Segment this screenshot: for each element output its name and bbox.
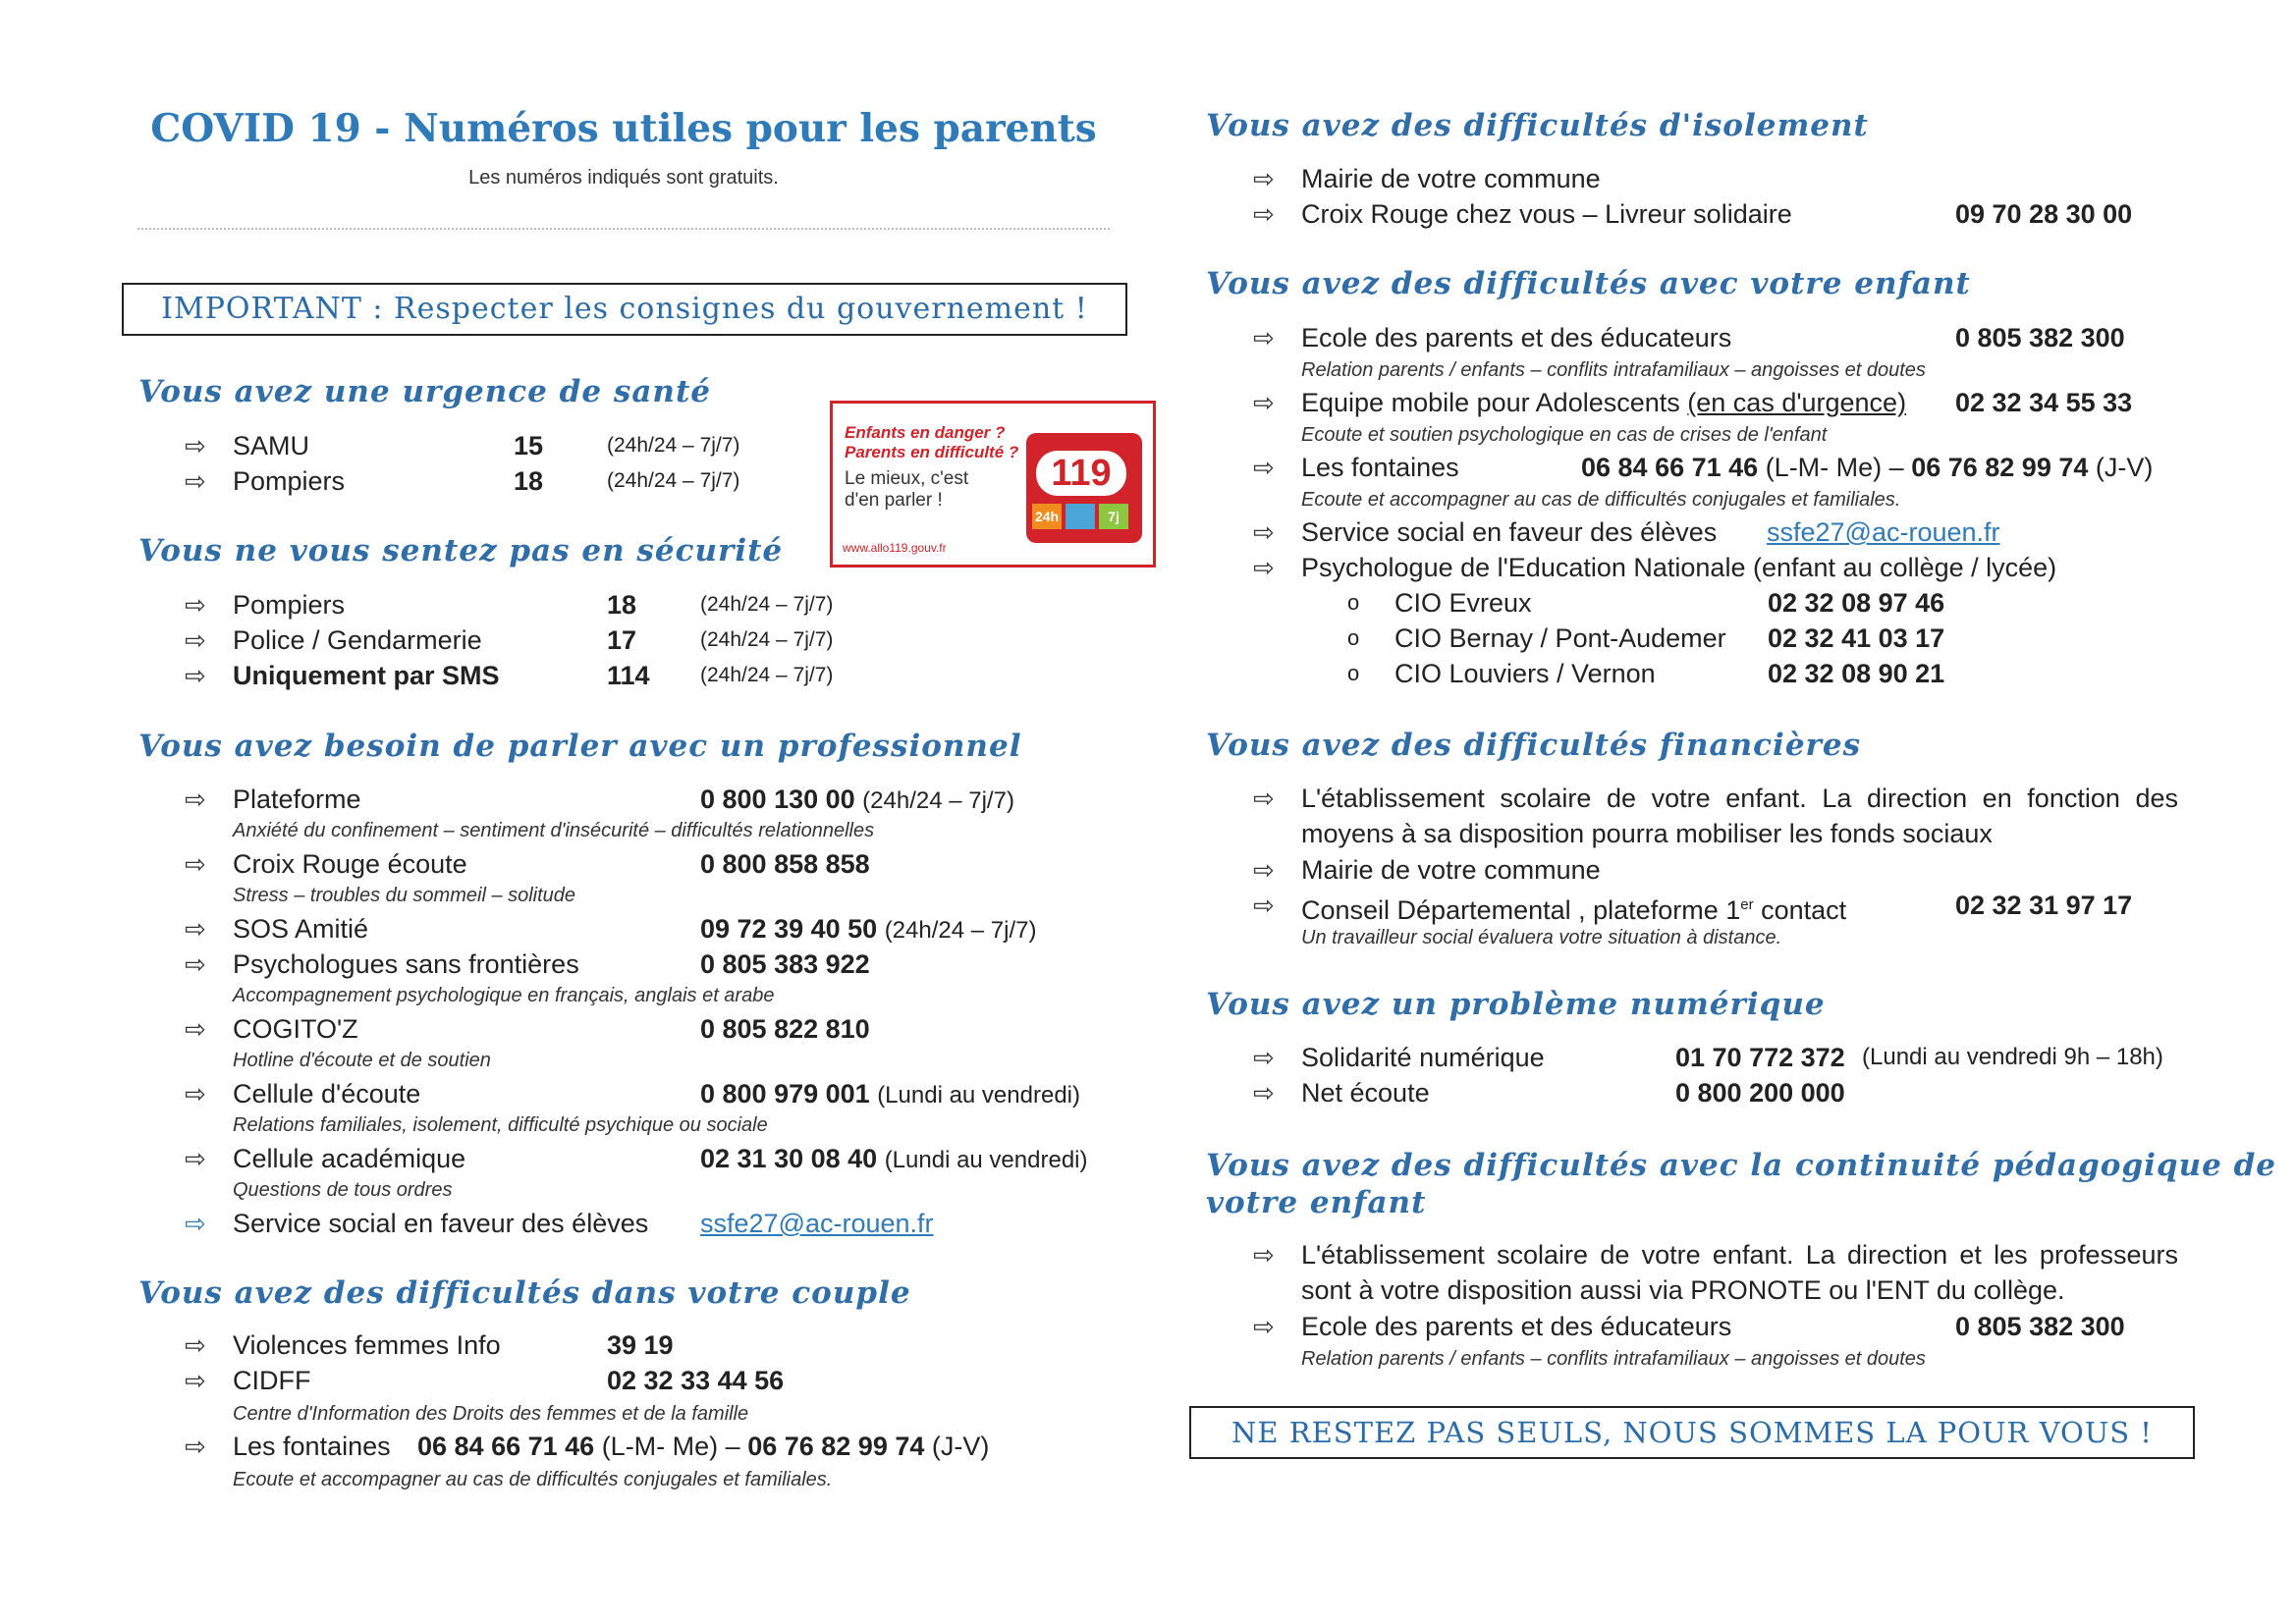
circle-bullet-icon: o [1347,590,1360,615]
list-item: ⇨ SOS Amitié 09 72 39 40 50 (24h/24 – 7j/7) [185,911,1068,947]
heading-pedagogique: Vous avez des difficultés avec la continuité pédagogique de [1206,1148,2277,1183]
heading-enfant: Vous avez des difficultés avec votre enfant [1206,266,1971,301]
list-item: ⇨ Uniquement par SMS 114 (24h/24 – 7j/7) [185,658,970,693]
phone-icon [1026,433,1142,543]
heading-urgence: Vous avez une urgence de santé [138,374,711,409]
ad-text: Le mieux, c'est d'en parler ! [845,468,969,511]
list-item: ⇨ SAMU 15 (24h/24 – 7j/7) [185,428,813,463]
email-link[interactable]: ssfe27@ac-rouen.fr [700,1209,934,1238]
email-link[interactable]: ssfe27@ac-rouen.fr [1767,517,2000,547]
list-item: ⇨ L'établissement scolaire de votre enfant. La direction et les professeurs sont à votre disposition aussi via PRONOTE ou l'ENT du collège. [1253,1237,2196,1308]
arrow-icon: ⇨ [185,1144,206,1173]
list-item: ⇨ Service social en faveur des élèves ssfe27@ac-rouen.fr [1253,514,2196,550]
arrow-icon: ⇨ [1253,1240,1275,1270]
page-subtitle: Les numéros indiqués sont gratuits. [468,167,779,189]
arrow-icon: ⇨ [1253,323,1275,352]
list-item: ⇨ L'établissement scolaire de votre enfant. La direction en fonction des moyens à sa disposition pourra mobiliser les fonds sociaux [1253,781,2196,851]
heading-securite: Vous ne vous sentez pas en sécurité [138,533,784,568]
item-note: Un travailleur social évaluera votre situation à distance. [1301,927,1782,948]
list-item: o CIO Evreux 02 32 08 97 46 [1347,585,2133,621]
list-item: ⇨ Net écoute 0 800 200 000 [1253,1075,2196,1110]
list-item: ⇨ Les fontaines 06 84 66 71 46 (L-M- Me) – 06 76 82 99 74 (J-V) [185,1429,1068,1464]
heading-numerique: Vous avez un problème numérique [1206,987,1826,1022]
list-item: ⇨ Conseil Départemental , plateforme 1er contact 02 32 31 97 17 [1253,888,2196,923]
list-item: o CIO Louviers / Vernon 02 32 08 90 21 [1347,656,2133,691]
item-note: Relation parents / enfants – conflits intrafamiliaux – angoisses et doutes [1301,359,1926,381]
list-item: ⇨ Psychologue de l'Education Nationale (enfant au collège / lycée) [1253,550,2196,585]
item-note: Relations familiales, isolement, difficulté psychique ou sociale [233,1114,768,1136]
list-item: ⇨ Psychologues sans frontières 0 805 383 922 [185,947,1068,982]
important-banner: IMPORTANT : Respecter les consignes du gouvernement ! [122,283,1127,336]
list-item: ⇨ Solidarité numérique 01 70 772 372 (Lundi au vendredi 9h – 18h) [1253,1040,2196,1075]
arrow-icon: ⇨ [1253,388,1275,417]
heading-professionnel: Vous avez besoin de parler avec un professionnel [138,729,1022,764]
item-note: Relation parents / enfants – conflits intrafamiliaux – angoisses et doutes [1301,1348,1926,1370]
badge-24h: 24h [1032,504,1062,529]
page-title: COVID 19 - Numéros utiles pour les parents [150,106,1097,151]
arrow-icon: ⇨ [185,1079,206,1109]
item-note: Hotline d'écoute et de soutien [233,1050,491,1071]
arrow-icon: ⇨ [185,1014,206,1044]
arrow-icon: ⇨ [1253,453,1275,482]
item-note: Anxiété du confinement – sentiment d'insécurité – difficultés relationnelles [233,820,875,841]
list-item: ⇨ Mairie de votre commune [1253,852,2196,888]
item-note: Ecoute et accompagner au cas de difficultés conjugales et familiales. [233,1469,833,1490]
arrow-icon: ⇨ [1253,855,1275,885]
arrow-icon: ⇨ [185,1432,206,1461]
arrow-icon: ⇨ [185,849,206,879]
arrow-icon: ⇨ [1253,784,1275,813]
list-item: ⇨ Plateforme 0 800 130 00 (24h/24 – 7j/7) [185,782,1068,817]
list-item: ⇨ Cellule d'écoute 0 800 979 001 (Lundi au vendredi) [185,1076,1088,1111]
badge-free [1066,504,1095,529]
arrow-icon: ⇨ [1253,1078,1275,1108]
list-item: ⇨ Ecole des parents et des éducateurs 0 805 382 300 [1253,320,2196,355]
ad-number: 119 [1036,451,1126,496]
heading-financieres: Vous avez des difficultés financières [1206,728,1862,763]
badge-7j: 7j [1099,504,1128,529]
arrow-icon: ⇨ [185,431,206,460]
arrow-icon: ⇨ [185,784,206,814]
list-item: ⇨ Ecole des parents et des éducateurs 0 805 382 300 [1253,1309,2196,1344]
list-item: ⇨ Cellule académique 02 31 30 08 40 (Lundi au vendredi) [185,1141,1088,1176]
circle-bullet-icon: o [1347,625,1360,650]
divider [137,228,1110,230]
heading-pedagogique-cont: votre enfant [1206,1185,1427,1220]
list-item: o CIO Bernay / Pont-Audemer 02 32 41 03 17 [1347,621,2133,656]
ad-tagline: Enfants en danger ? Parents en difficulté ? [845,423,1019,461]
list-item: ⇨ Croix Rouge écoute 0 800 858 858 [185,846,1068,882]
list-item: ⇨ Service social en faveur des élèves ssfe27@ac-rouen.fr [185,1206,1068,1241]
item-note: Accompagnement psychologique en français, anglais et arabe [233,985,775,1006]
list-item: ⇨ Pompiers 18 (24h/24 – 7j/7) [185,463,813,499]
ad-url: www.allo119.gouv.fr [843,541,947,555]
arrow-icon: ⇨ [1253,553,1275,582]
list-item: ⇨ Croix Rouge chez vous – Livreur solidaire 09 70 28 30 00 [1253,196,2196,232]
allo-119-ad [830,401,1156,568]
list-item: ⇨ Violences femmes Info 39 19 [185,1327,970,1363]
arrow-icon: ⇨ [1253,199,1275,229]
list-item: ⇨ COGITO'Z 0 805 822 810 [185,1011,1068,1047]
arrow-icon: ⇨ [185,949,206,979]
arrow-icon: ⇨ [1253,164,1275,193]
item-note: Centre d'Information des Droits des femmes et de la famille [233,1403,749,1425]
list-item: ⇨ CIDFF 02 32 33 44 56 [185,1363,970,1398]
arrow-icon: ⇨ [185,1330,206,1360]
item-note: Questions de tous ordres [233,1179,453,1201]
arrow-icon: ⇨ [1253,891,1275,920]
list-item: ⇨ Equipe mobile pour Adolescents (en cas d'urgence) 02 32 34 55 33 [1253,385,2196,420]
list-item: ⇨ Les fontaines 06 84 66 71 46 (L-M- Me) – 06 76 82 99 74 (J-V) [1253,450,2196,485]
arrow-icon: ⇨ [185,466,206,496]
heading-isolement: Vous avez des difficultés d'isolement [1206,108,1869,143]
list-item: ⇨ Mairie de votre commune [1253,161,2196,196]
arrow-icon: ⇨ [185,1366,206,1395]
heading-couple: Vous avez des difficultés dans votre couple [138,1275,911,1311]
footer-banner: NE RESTEZ PAS SEULS, NOUS SOMMES LA POUR VOUS ! [1189,1406,2195,1459]
list-item: ⇨ Police / Gendarmerie 17 (24h/24 – 7j/7) [185,622,970,658]
arrow-icon: ⇨ [185,590,206,620]
arrow-icon: ⇨ [1253,1043,1275,1072]
arrow-icon: ⇨ [185,661,206,690]
item-note: Ecoute et soutien psychologique en cas de crises de l'enfant [1301,424,1828,446]
item-note: Stress – troubles du sommeil – solitude [233,885,576,906]
arrow-icon: ⇨ [185,1209,206,1238]
arrow-icon: ⇨ [1253,517,1275,547]
arrow-icon: ⇨ [1253,1312,1275,1341]
list-item: ⇨ Pompiers 18 (24h/24 – 7j/7) [185,587,970,622]
arrow-icon: ⇨ [185,914,206,944]
item-note: Ecoute et accompagner au cas de difficultés conjugales et familiales. [1301,489,1901,511]
arrow-icon: ⇨ [185,625,206,655]
circle-bullet-icon: o [1347,661,1360,685]
